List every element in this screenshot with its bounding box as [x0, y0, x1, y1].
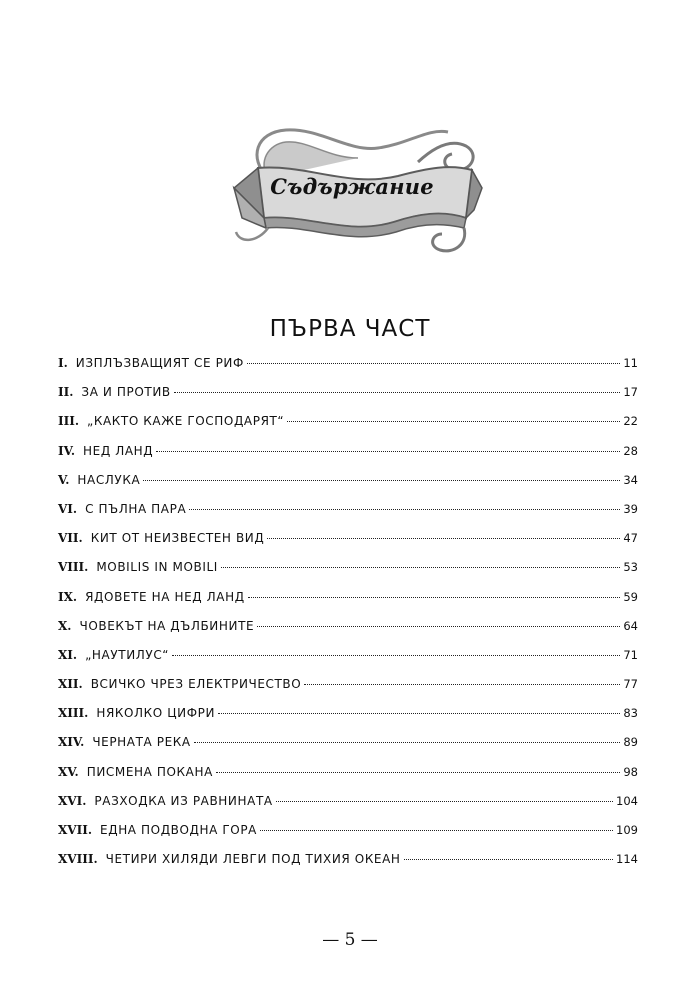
dot-leader — [156, 451, 620, 452]
chapter-title: С ПЪЛНА ПАРА — [85, 501, 187, 516]
chapter-page: 77 — [623, 677, 638, 692]
toc-entry[interactable] — [58, 531, 638, 560]
chapter-title: ЕДНА ПОДВОДНА ГОРА — [100, 823, 257, 837]
chapter-number: III. — [58, 414, 80, 429]
toc-entry[interactable] — [58, 648, 638, 677]
toc-entry[interactable] — [58, 852, 638, 881]
chapter-number: XI. — [58, 647, 78, 662]
chapter-title: РАЗХОДКА ИЗ РАВНИНАТА — [94, 793, 273, 808]
dot-leader — [247, 363, 620, 364]
chapter-page: 114 — [616, 852, 638, 867]
chapter-number: II. — [58, 385, 74, 400]
chapter-page: 39 — [623, 501, 638, 516]
dot-leader — [143, 480, 620, 481]
toc-entry[interactable] — [58, 356, 638, 385]
chapter-title: ИЗПЛЪЗВАЩИЯТ СЕ РИФ — [75, 356, 244, 370]
toc-entry[interactable] — [58, 473, 638, 502]
chapter-title: НЯКОЛКО ЦИФРИ — [96, 706, 216, 721]
dot-leader — [287, 421, 620, 422]
chapter-number: XII. — [58, 677, 83, 692]
dot-leader — [218, 713, 620, 714]
chapter-page: 59 — [623, 589, 638, 604]
chapter-title: НАСЛУКА — [77, 472, 141, 487]
chapter-page: 47 — [623, 531, 638, 546]
dot-leader — [172, 655, 620, 656]
chapter-page: 28 — [623, 443, 638, 458]
chapter-number: VI. — [58, 501, 78, 516]
chapter-number: XVI. — [58, 793, 87, 808]
dot-leader — [248, 597, 621, 598]
dot-leader — [174, 392, 621, 393]
chapter-page: 53 — [623, 560, 638, 575]
toc-entry[interactable] — [58, 414, 638, 443]
table-of-contents — [58, 356, 638, 881]
chapter-title: „НАУТИЛУС“ — [85, 647, 170, 662]
part-title: ПЪРВА ЧАСТ — [269, 316, 431, 342]
dot-leader — [189, 509, 620, 510]
chapter-number: VIII. — [58, 560, 89, 575]
toc-entry[interactable] — [58, 444, 638, 473]
toc-entry[interactable] — [58, 560, 638, 589]
dot-leader — [216, 772, 620, 773]
chapter-page: 104 — [616, 793, 638, 808]
toc-entry[interactable] — [58, 619, 638, 648]
dot-leader — [260, 830, 613, 831]
toc-entry[interactable] — [58, 706, 638, 735]
toc-entry[interactable] — [58, 823, 638, 852]
chapter-page: 17 — [623, 385, 638, 400]
chapter-title: ВСИЧКО ЧРЕЗ ЕЛЕКТРИЧЕСТВО — [90, 677, 302, 692]
chapter-title: „КАКТО КАЖЕ ГОСПОДАРЯТ“ — [87, 414, 285, 429]
chapter-page: 22 — [623, 414, 638, 429]
toc-entry[interactable] — [58, 735, 638, 764]
chapter-number: XIII. — [58, 706, 89, 721]
chapter-number: V. — [58, 472, 70, 487]
chapter-number: IV. — [58, 443, 76, 458]
toc-entry[interactable] — [58, 502, 638, 531]
chapter-title: ЗА И ПРОТИВ — [81, 385, 171, 400]
chapter-title: ПИСМЕНА ПОКАНА — [86, 764, 213, 779]
chapter-page: 98 — [623, 764, 638, 779]
toc-entry[interactable] — [58, 385, 638, 414]
chapter-page: 89 — [623, 735, 638, 750]
dot-leader — [276, 801, 613, 802]
toc-entry[interactable] — [58, 765, 638, 794]
dot-leader — [304, 684, 620, 685]
chapter-number: X. — [58, 618, 72, 633]
chapter-number: XVII. — [58, 823, 93, 837]
chapter-title: ЧОВЕКЪТ НА ДЪЛБИНИТЕ — [79, 618, 255, 633]
dot-leader — [221, 567, 620, 568]
chapter-page: 11 — [623, 356, 638, 370]
chapter-number: XVIII. — [58, 852, 98, 867]
chapter-page: 64 — [623, 618, 638, 633]
chapter-title: КИТ ОТ НЕИЗВЕСТЕН ВИД — [90, 531, 265, 546]
contents-heading: Съдържание — [270, 174, 434, 199]
dot-leader — [194, 742, 621, 743]
chapter-number: IX. — [58, 589, 78, 604]
dot-leader — [404, 859, 613, 860]
chapter-number: VII. — [58, 531, 83, 546]
toc-entry[interactable] — [58, 590, 638, 619]
chapter-page: 34 — [623, 472, 638, 487]
chapter-page: 71 — [623, 647, 638, 662]
chapter-page: 83 — [623, 706, 638, 721]
dot-leader — [257, 626, 620, 627]
chapter-title: ЧЕРНАТА РЕКА — [92, 735, 191, 750]
chapter-title: ЯДОВЕТЕ НА НЕД ЛАНД — [85, 589, 245, 604]
chapter-page: 109 — [616, 823, 638, 837]
chapter-number: I. — [58, 356, 68, 370]
chapter-number: XV. — [58, 764, 79, 779]
page-number: — 5 — — [322, 930, 378, 950]
chapter-title: ЧЕТИРИ ХИЛЯДИ ЛЕВГИ ПОД ТИХИЯ ОКЕАН — [105, 852, 401, 867]
toc-entry[interactable] — [58, 677, 638, 706]
chapter-title: НЕД ЛАНД — [83, 443, 154, 458]
chapter-title: MOBILIS IN MOBILI — [96, 560, 218, 575]
toc-entry[interactable] — [58, 794, 638, 823]
chapter-number: XIV. — [58, 735, 85, 750]
dot-leader — [267, 538, 620, 539]
